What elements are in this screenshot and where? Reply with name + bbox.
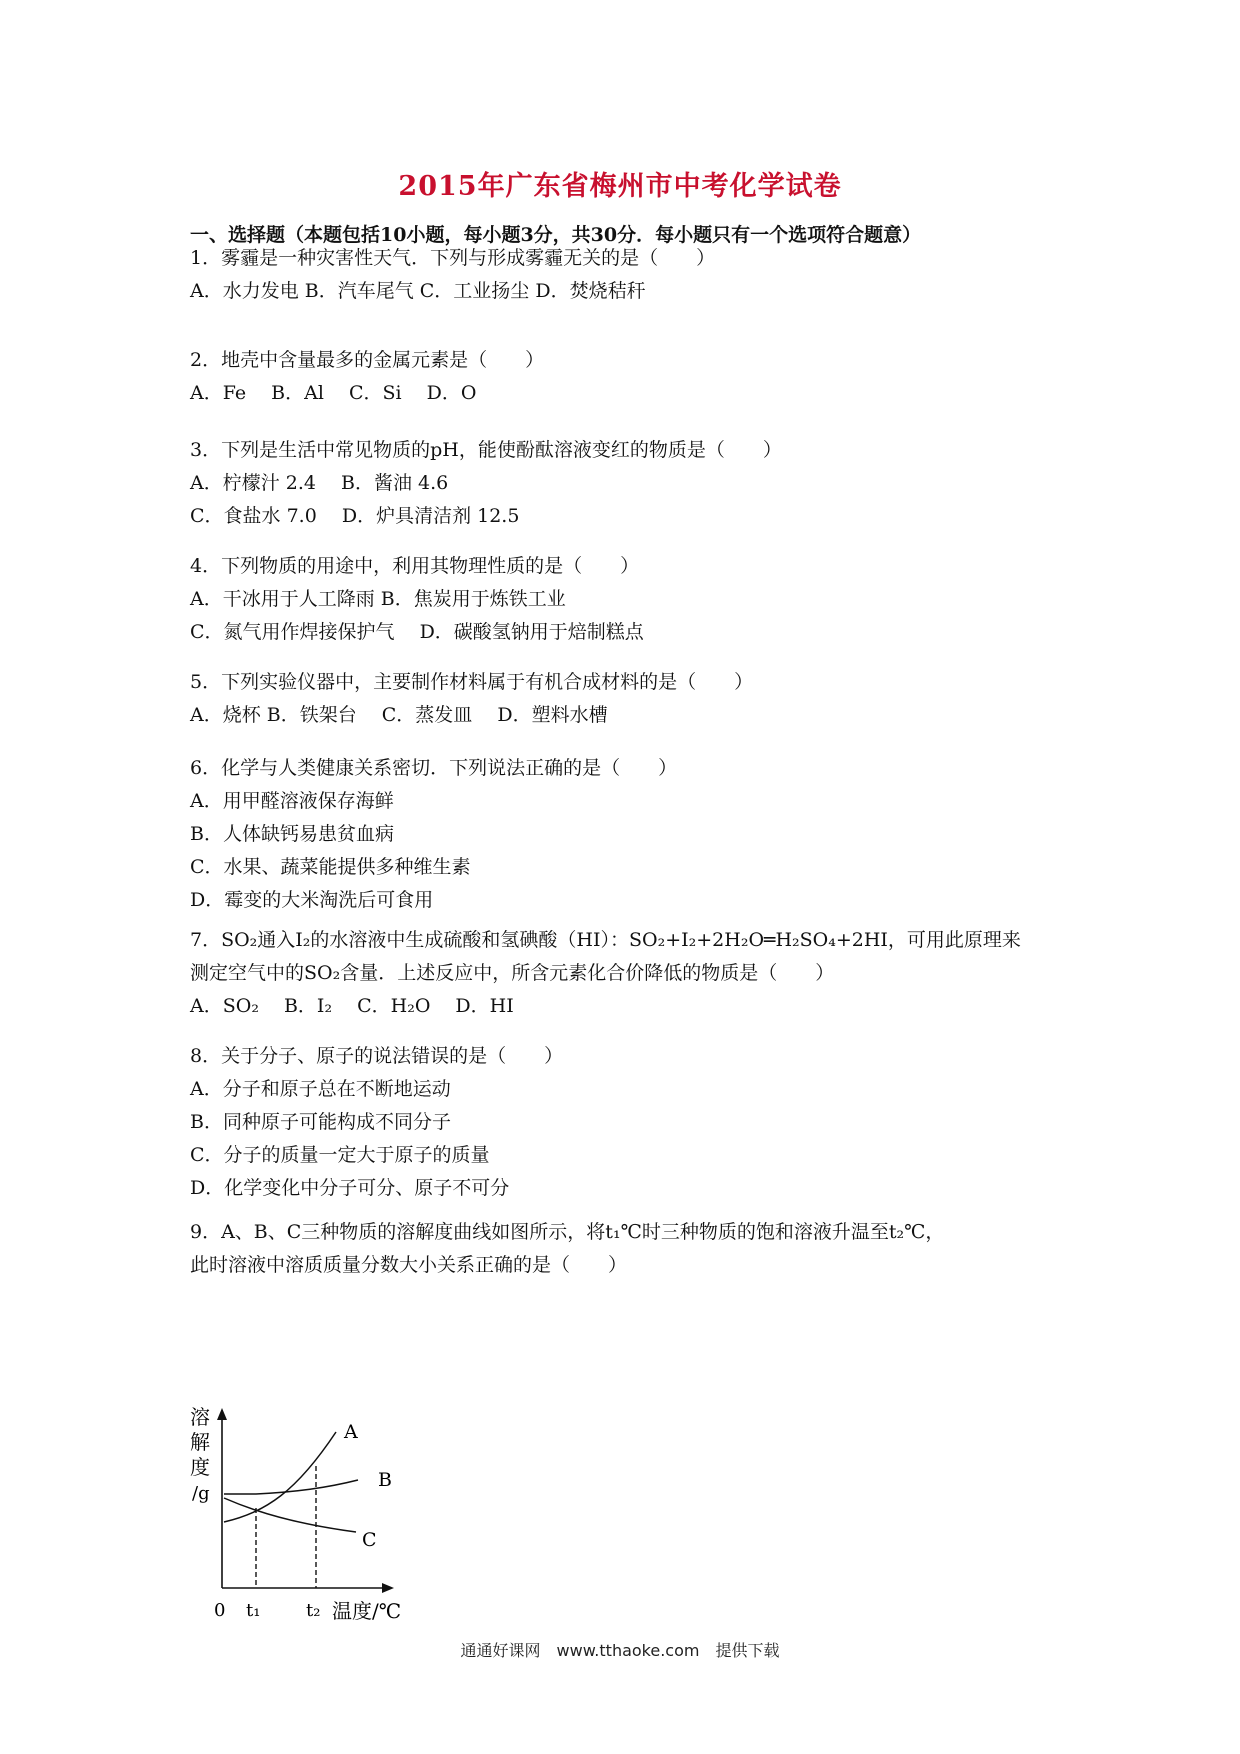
question-stem: 3．下列是生活中常见物质的pH，能使酚酞溶液变红的物质是（ ） <box>190 439 782 461</box>
question-1 <box>190 242 715 308</box>
question-option-line: B．人体缺钙易患贫血病 <box>190 823 394 845</box>
question-7 <box>190 924 1021 1023</box>
question-stem: 此时溶液中溶质质量分数大小关系正确的是（ ） <box>190 1254 628 1276</box>
question-2 <box>190 344 544 410</box>
question-option-line: A．水力发电 B．汽车尾气 C．工业扬尘 D．焚烧秸秆 <box>190 280 646 302</box>
y-label-3: 度 <box>190 1455 210 1479</box>
question-option-line: A．分子和原子总在不断地运动 <box>190 1078 451 1100</box>
y-label-2: 解 <box>190 1430 210 1454</box>
t1-label: t₁ <box>246 1600 261 1621</box>
question-option-line: D．霉变的大米淘洗后可食用 <box>190 889 434 911</box>
exam-title: 2015年广东省梅州市中考化学试卷 <box>398 171 842 202</box>
question-stem: 8．关于分子、原子的说法错误的是（ ） <box>190 1045 564 1067</box>
question-9 <box>190 1216 944 1282</box>
x-axis-label: 温度/℃ <box>332 1599 402 1622</box>
question-option-line: C．氮气用作焊接保护气 D．碳酸氢钠用于焙制糕点 <box>190 621 644 643</box>
question-stem: 测定空气中的SO₂含量．上述反应中，所含元素化合价降低的物质是（ ） <box>190 962 835 984</box>
question-stem: 6．化学与人类健康关系密切．下列说法正确的是（ ） <box>190 757 678 779</box>
question-stem: 4．下列物质的用途中，利用其物理性质的是（ ） <box>190 555 640 577</box>
question-option-line: A．Fe B．Al C．Si D．O <box>190 382 477 404</box>
question-5 <box>190 666 753 732</box>
solubility-curve-figure <box>186 1402 436 1622</box>
y-axis-arrow <box>217 1408 227 1420</box>
curve-label-b: B <box>378 1469 392 1491</box>
solubility-chart <box>186 1402 436 1622</box>
question-option-line: A．烧杯 B．铁架台 C．蒸发皿 D．塑料水槽 <box>190 704 608 726</box>
t2-label: t₂ <box>306 1600 321 1621</box>
origin-label: 0 <box>214 1600 226 1621</box>
x-axis-arrow <box>382 1583 394 1593</box>
question-option-line: C．分子的质量一定大于原子的质量 <box>190 1144 490 1166</box>
question-3 <box>190 434 782 533</box>
curve-a <box>224 1432 336 1522</box>
question-option-line: D．化学变化中分子可分、原子不可分 <box>190 1177 510 1199</box>
question-stem: 7．SO₂通入I₂的水溶液中生成硫酸和氢碘酸（HI）：SO₂+I₂+2H₂O═H₂SO₄+2HI，可用此原理来 <box>190 929 1021 951</box>
y-label-1: 溶 <box>190 1405 210 1429</box>
y-label-4: /g <box>192 1483 210 1504</box>
question-option-line: B．同种原子可能构成不同分子 <box>190 1111 451 1133</box>
question-stem: 9．A、B、C三种物质的溶解度曲线如图所示，将t₁℃时三种物质的饱和溶液升温至t₂℃， <box>190 1221 945 1243</box>
question-stem: 1．雾霾是一种灾害性天气．下列与形成雾霾无关的是（ ） <box>190 247 716 269</box>
question-stem: 2．地壳中含量最多的金属元素是（ ） <box>190 349 545 371</box>
curve-label-a: A <box>344 1421 358 1443</box>
section-heading: 一、选择题（本题包括10小题，每小题3分，共30分．每小题只有一个选项符合题意） <box>190 224 922 246</box>
curve-c <box>224 1498 356 1532</box>
footer-source: 通通好课网 www.tthaoke.com 提供下载 <box>460 1641 780 1660</box>
question-option-line: A．柠檬汁 2.4 B．酱油 4.6 <box>190 472 449 494</box>
question-option-line: A．干冰用于人工降雨 B．焦炭用于炼铁工业 <box>190 588 566 610</box>
question-option-line: A．用甲醛溶液保存海鲜 <box>190 790 394 812</box>
question-4 <box>190 550 644 649</box>
question-6 <box>190 752 677 917</box>
question-option-line: C．食盐水 7.0 D．炉具清洁剂 12.5 <box>190 505 520 527</box>
curve-label-c: C <box>362 1529 377 1551</box>
question-option-line: A．SO₂ B．I₂ C．H₂O D．HI <box>190 995 514 1017</box>
question-stem: 5．下列实验仪器中，主要制作材料属于有机合成材料的是（ ） <box>190 671 754 693</box>
question-option-line: C．水果、蔬菜能提供多种维生素 <box>190 856 471 878</box>
question-8 <box>190 1040 563 1205</box>
